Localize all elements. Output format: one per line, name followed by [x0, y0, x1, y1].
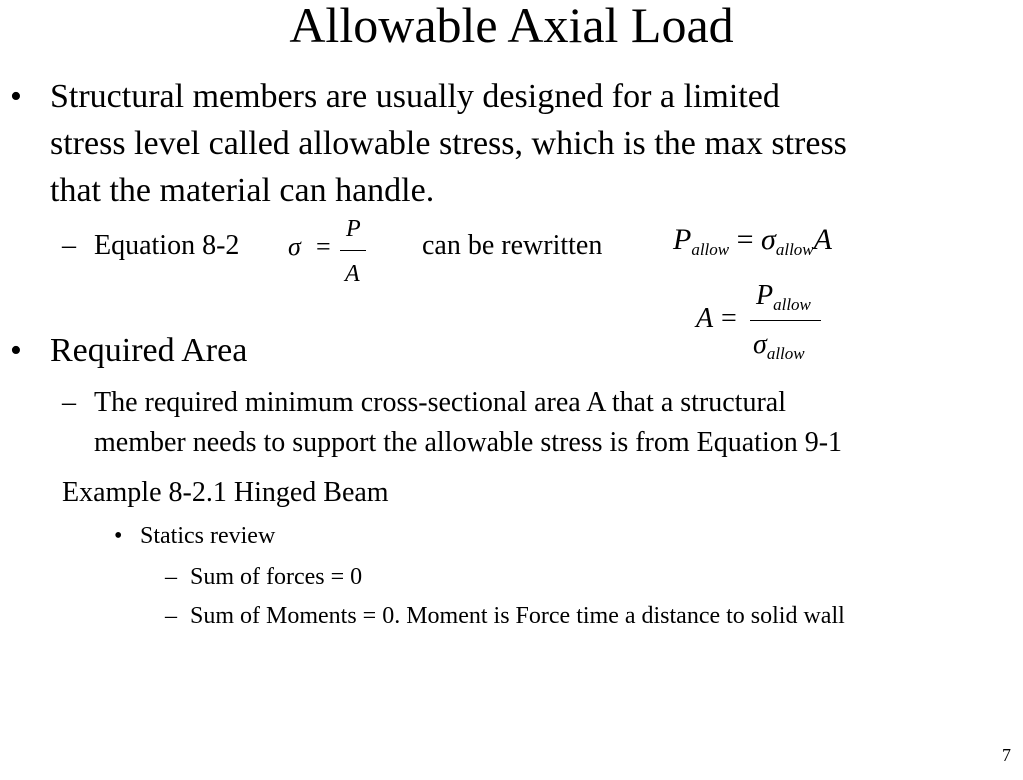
bullet-text: Statics review [140, 523, 276, 549]
fraction-bar [340, 250, 366, 251]
eq-a: A [696, 303, 714, 334]
sub-bullet-marker: – [62, 230, 76, 261]
bullet-text-line: stress level called allowable stress, which is the max stress [50, 125, 847, 162]
bullet-text-line: Structural members are usually designed for a limited [50, 78, 780, 115]
slide-title: Allowable Axial Load [289, 0, 734, 53]
bullet-text-line: that the material can handle. [50, 172, 435, 209]
eq-denominator: $\sigma_{allow}$ [753, 329, 805, 363]
equation-p-allow [673, 223, 832, 257]
sub-bullet-text: Equation 8-2 [94, 230, 240, 261]
sub-bullet-text: Sum of Moments = 0. Moment is Force time a distance to solid wall [190, 603, 845, 629]
eq-numerator: P [346, 216, 361, 242]
fraction-bar [750, 320, 821, 321]
bullet-marker: • [10, 332, 22, 369]
eq-equals: = [316, 232, 331, 261]
eq-sigma: σ [288, 232, 301, 261]
sub-bullet-marker: – [165, 603, 177, 629]
sub-bullet-marker: – [165, 564, 177, 590]
eq-a: A [813, 223, 832, 256]
eq-denominator: A [345, 261, 360, 287]
eq-equals: = [721, 303, 737, 334]
eq-p: P [673, 223, 692, 256]
eq-subscript: allow [775, 240, 814, 259]
example-heading: Example 8-2.1 Hinged Beam [62, 477, 389, 508]
sub-bullet-text: Sum of forces = 0 [190, 564, 363, 590]
sub-bullet-text: The required minimum cross-sectional area A that a structural [94, 387, 786, 418]
sub-bullet-marker: – [62, 387, 76, 418]
bullet-marker: • [114, 523, 123, 549]
bullet-marker: • [10, 78, 22, 115]
eq-equals: = [736, 223, 754, 256]
eq-subscript: allow [691, 240, 730, 259]
eq-sigma: σ [761, 223, 776, 256]
page-number: 7 [1002, 745, 1011, 765]
bullet-text-line: Required Area [50, 332, 248, 369]
sub-bullet-text: can be rewritten [422, 230, 603, 261]
eq-numerator: $P_{allow}$ [756, 280, 811, 314]
sub-bullet-text: member needs to support the allowable stress is from Equation 9-1 [94, 427, 843, 458]
